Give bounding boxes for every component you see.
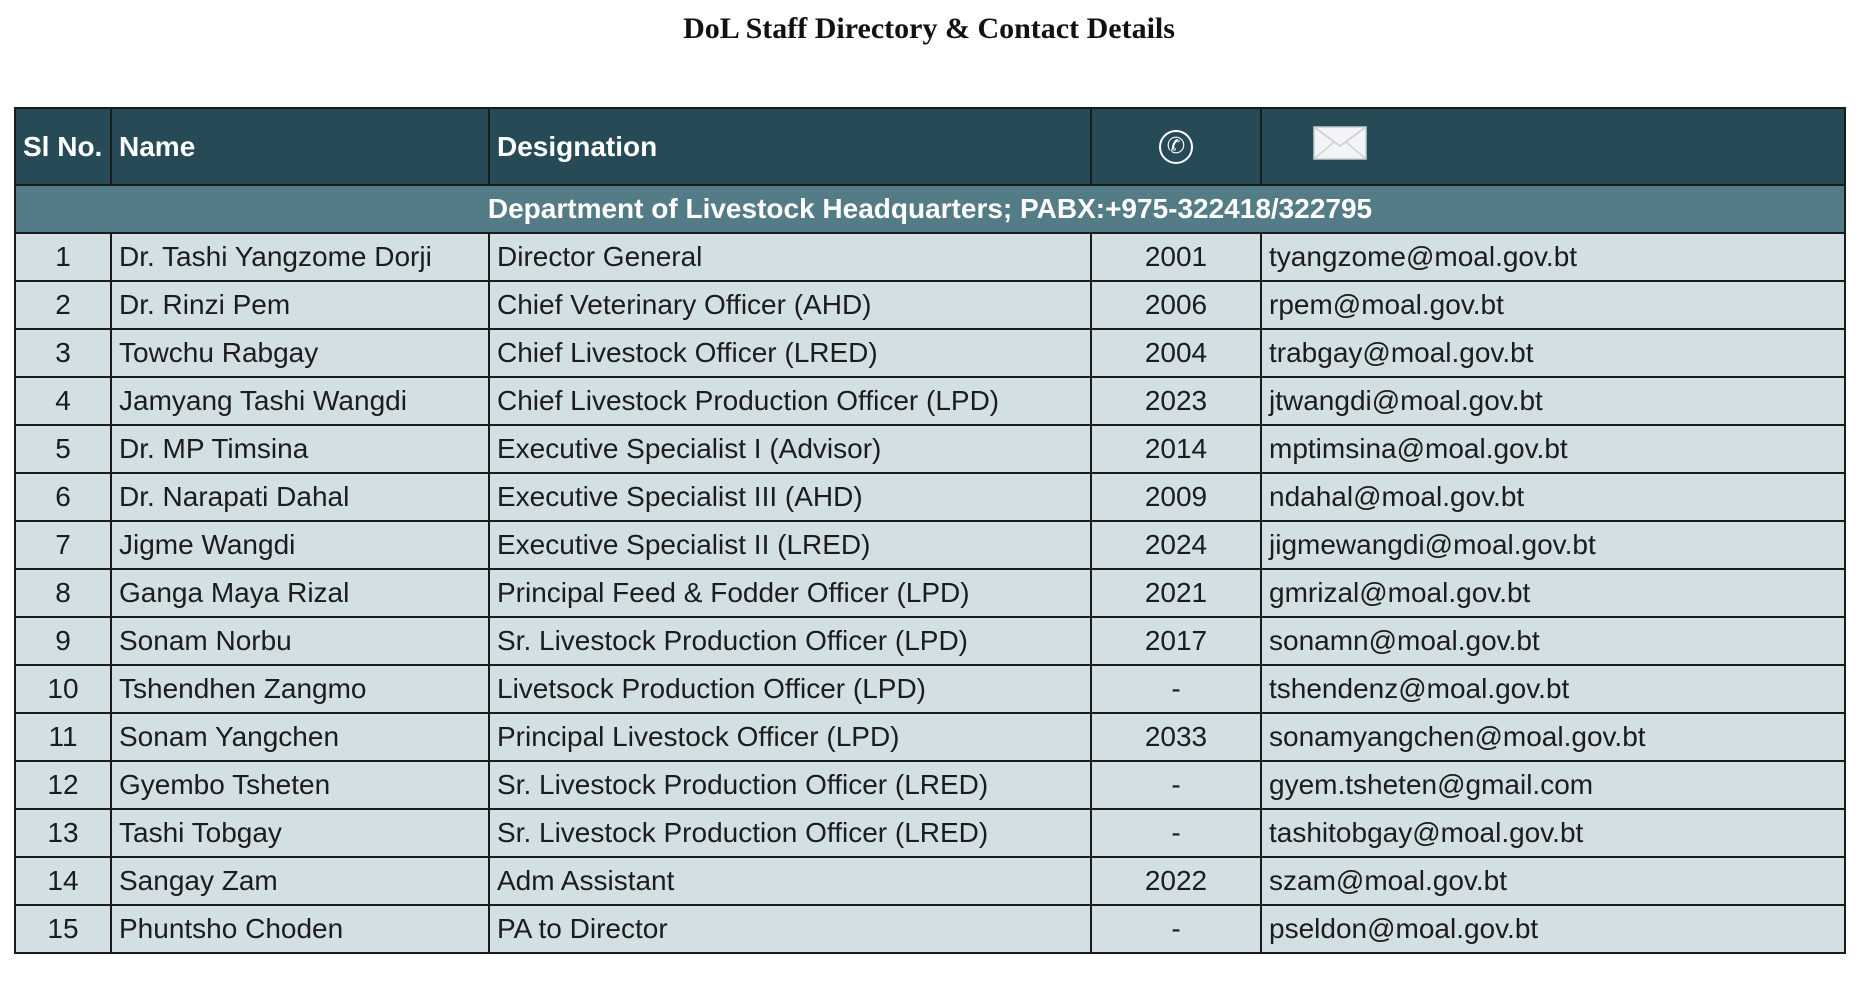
cell-designation: Chief Veterinary Officer (AHD): [489, 281, 1091, 329]
cell-phone-ext: 2001: [1091, 233, 1261, 281]
header-sl-no: Sl No.: [15, 108, 111, 185]
cell-email[interactable]: jigmewangdi@moal.gov.bt: [1261, 521, 1845, 569]
cell-phone-ext: 2009: [1091, 473, 1261, 521]
table-row: [15, 569, 1845, 617]
cell-name: Dr. Tashi Yangzome Dorji: [111, 233, 489, 281]
cell-sl-no: 5: [15, 425, 111, 473]
section-row: [15, 185, 1845, 233]
cell-designation: Sr. Livestock Production Officer (LRED): [489, 809, 1091, 857]
cell-sl-no: 12: [15, 761, 111, 809]
table-row: [15, 857, 1845, 905]
cell-phone-ext: 2021: [1091, 569, 1261, 617]
cell-phone-ext: 2024: [1091, 521, 1261, 569]
cell-phone-ext: 2022: [1091, 857, 1261, 905]
cell-name: Tshendhen Zangmo: [111, 665, 489, 713]
envelope-icon: [1313, 126, 1367, 167]
cell-email[interactable]: szam@moal.gov.bt: [1261, 857, 1845, 905]
cell-name: Dr. MP Timsina: [111, 425, 489, 473]
cell-email[interactable]: ndahal@moal.gov.bt: [1261, 473, 1845, 521]
cell-sl-no: 9: [15, 617, 111, 665]
cell-sl-no: 10: [15, 665, 111, 713]
cell-designation: Sr. Livestock Production Officer (LPD): [489, 617, 1091, 665]
cell-name: Towchu Rabgay: [111, 329, 489, 377]
cell-name: Phuntsho Choden: [111, 905, 489, 953]
cell-name: Jamyang Tashi Wangdi: [111, 377, 489, 425]
table-row: [15, 809, 1845, 857]
table-row: [15, 473, 1845, 521]
cell-name: Dr. Narapati Dahal: [111, 473, 489, 521]
cell-email[interactable]: gyem.tsheten@gmail.com: [1261, 761, 1845, 809]
cell-sl-no: 6: [15, 473, 111, 521]
cell-phone-ext: 2006: [1091, 281, 1261, 329]
cell-designation: Chief Livestock Production Officer (LPD): [489, 377, 1091, 425]
cell-phone-ext: -: [1091, 905, 1261, 953]
table-row: [15, 617, 1845, 665]
phone-icon: ✆: [1159, 130, 1193, 164]
table-row: [15, 521, 1845, 569]
cell-designation: Executive Specialist III (AHD): [489, 473, 1091, 521]
cell-sl-no: 14: [15, 857, 111, 905]
cell-phone-ext: 2017: [1091, 617, 1261, 665]
cell-name: Dr. Rinzi Pem: [111, 281, 489, 329]
cell-name: Tashi Tobgay: [111, 809, 489, 857]
cell-sl-no: 3: [15, 329, 111, 377]
cell-designation: PA to Director: [489, 905, 1091, 953]
cell-phone-ext: 2023: [1091, 377, 1261, 425]
cell-name: Ganga Maya Rizal: [111, 569, 489, 617]
cell-phone-ext: 2004: [1091, 329, 1261, 377]
header-name: Name: [111, 108, 489, 185]
cell-designation: Livetsock Production Officer (LPD): [489, 665, 1091, 713]
cell-phone-ext: 2014: [1091, 425, 1261, 473]
cell-name: Sonam Norbu: [111, 617, 489, 665]
table-row: [15, 665, 1845, 713]
cell-email[interactable]: tashitobgay@moal.gov.bt: [1261, 809, 1845, 857]
cell-designation: Sr. Livestock Production Officer (LRED): [489, 761, 1091, 809]
table-row: [15, 425, 1845, 473]
cell-sl-no: 11: [15, 713, 111, 761]
cell-email[interactable]: rpem@moal.gov.bt: [1261, 281, 1845, 329]
header-phone: [1091, 108, 1261, 185]
table-row: [15, 905, 1845, 953]
cell-email[interactable]: pseldon@moal.gov.bt: [1261, 905, 1845, 953]
cell-designation: Executive Specialist I (Advisor): [489, 425, 1091, 473]
cell-designation: Principal Feed & Fodder Officer (LPD): [489, 569, 1091, 617]
cell-designation: Principal Livestock Officer (LPD): [489, 713, 1091, 761]
header-designation: Designation: [489, 108, 1091, 185]
table-row: [15, 329, 1845, 377]
table-row: [15, 281, 1845, 329]
cell-sl-no: 4: [15, 377, 111, 425]
cell-name: Sangay Zam: [111, 857, 489, 905]
cell-email[interactable]: tyangzome@moal.gov.bt: [1261, 233, 1845, 281]
cell-sl-no: 13: [15, 809, 111, 857]
cell-sl-no: 15: [15, 905, 111, 953]
table-row: [15, 713, 1845, 761]
cell-email[interactable]: tshendenz@moal.gov.bt: [1261, 665, 1845, 713]
cell-phone-ext: -: [1091, 761, 1261, 809]
cell-email[interactable]: sonamyangchen@moal.gov.bt: [1261, 713, 1845, 761]
cell-name: Gyembo Tsheten: [111, 761, 489, 809]
cell-designation: Adm Assistant: [489, 857, 1091, 905]
cell-phone-ext: -: [1091, 809, 1261, 857]
cell-email[interactable]: sonamn@moal.gov.bt: [1261, 617, 1845, 665]
cell-name: Sonam Yangchen: [111, 713, 489, 761]
cell-phone-ext: 2033: [1091, 713, 1261, 761]
table-row: [15, 761, 1845, 809]
header-email: [1261, 108, 1845, 185]
staff-directory-table: [14, 107, 1846, 954]
cell-designation: Executive Specialist II (LRED): [489, 521, 1091, 569]
table-row: [15, 233, 1845, 281]
cell-designation: Chief Livestock Officer (LRED): [489, 329, 1091, 377]
cell-name: Jigme Wangdi: [111, 521, 489, 569]
cell-designation: Director General: [489, 233, 1091, 281]
table-row: [15, 377, 1845, 425]
table-header-row: [15, 108, 1845, 185]
page-title: DoL Staff Directory & Contact Details: [683, 12, 1175, 45]
section-title: Department of Livestock Headquarters; PABX:+975-322418/322795: [15, 185, 1845, 233]
cell-phone-ext: -: [1091, 665, 1261, 713]
cell-email[interactable]: jtwangdi@moal.gov.bt: [1261, 377, 1845, 425]
cell-email[interactable]: mptimsina@moal.gov.bt: [1261, 425, 1845, 473]
cell-sl-no: 1: [15, 233, 111, 281]
cell-sl-no: 8: [15, 569, 111, 617]
cell-sl-no: 7: [15, 521, 111, 569]
cell-sl-no: 2: [15, 281, 111, 329]
cell-email[interactable]: gmrizal@moal.gov.bt: [1261, 569, 1845, 617]
cell-email[interactable]: trabgay@moal.gov.bt: [1261, 329, 1845, 377]
